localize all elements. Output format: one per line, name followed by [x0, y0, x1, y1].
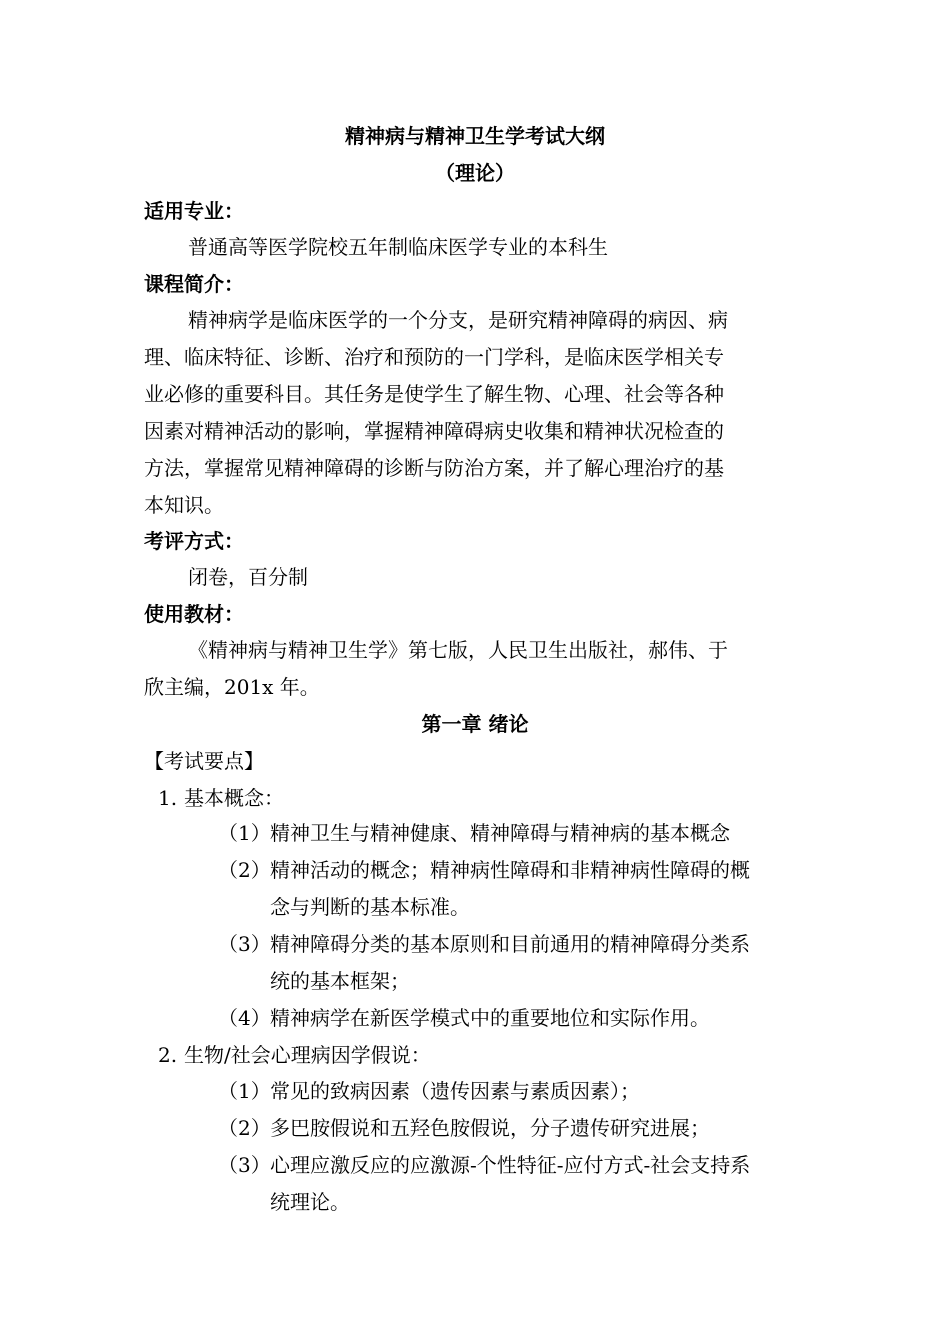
textbook-heading: 使用教材：: [144, 602, 244, 626]
sub-item-number: （3）: [218, 932, 271, 956]
section-label: 【考试要点】: [144, 749, 264, 773]
sub-item-number: （4）: [218, 1006, 271, 1030]
chapter-title: 第一章 绪论: [421, 712, 529, 736]
assessment-text: 闭卷，百分制: [188, 565, 308, 589]
sub-item-text: 念与判断的基本标准。: [270, 895, 470, 919]
sub-item-number: （2）: [218, 858, 271, 882]
intro-line: 方法，掌握常见精神障碍的诊断与防治方案，并了解心理治疗的基: [144, 456, 724, 480]
assessment-heading: 考评方式：: [144, 529, 244, 553]
sub-item-number: （1）: [218, 1079, 271, 1103]
sub-item-number: （2）: [218, 1116, 271, 1140]
major-text: 普通高等医学院校五年制临床医学专业的本科生: [188, 235, 608, 259]
sub-item-text: 精神障碍分类的基本原则和目前通用的精神障碍分类系: [270, 932, 750, 956]
sub-item-number: （3）: [218, 1153, 271, 1177]
sub-item-text: 统的基本框架；: [270, 969, 410, 993]
sub-item-text: 常见的致病因素（遗传因素与素质因素）；: [270, 1079, 640, 1103]
textbook-line: 欣主编，201x 年。: [144, 675, 320, 699]
textbook-line: 《精神病与精神卫生学》第七版，人民卫生出版社，郝伟、于: [188, 638, 728, 662]
sub-item-number: （1）: [218, 821, 271, 845]
document-subtitle: （理论）: [435, 161, 515, 185]
sub-item-text: 精神活动的概念；精神病性障碍和非精神病性障碍的概: [270, 858, 750, 882]
sub-item-text: 多巴胺假说和五羟色胺假说，分子遗传研究进展；: [270, 1116, 710, 1140]
sub-item-text: 心理应激反应的应激源-个性特征-应付方式-社会支持系: [270, 1153, 751, 1177]
intro-line: 理、临床特征、诊断、治疗和预防的一门学科，是临床医学相关专: [144, 345, 724, 369]
intro-heading: 课程简介：: [144, 272, 244, 296]
sub-item-text: 统理论。: [270, 1190, 350, 1214]
sub-item-text: 精神病学在新医学模式中的重要地位和实际作用。: [270, 1006, 710, 1030]
list-item-label: 基本概念：: [184, 786, 284, 810]
intro-line: 业必修的重要科目。其任务是使学生了解生物、心理、社会等各种: [144, 382, 724, 406]
list-item-number: 2.: [158, 1043, 178, 1067]
document-title: 精神病与精神卫生学考试大纲: [345, 124, 605, 148]
list-item-label: 生物/社会心理病因学假说：: [184, 1043, 431, 1067]
sub-item-text: 精神卫生与精神健康、精神障碍与精神病的基本概念: [270, 821, 730, 845]
intro-line: 本知识。: [144, 493, 224, 517]
intro-line: 精神病学是临床医学的一个分支，是研究精神障碍的病因、病: [188, 308, 728, 332]
major-heading: 适用专业：: [144, 199, 244, 223]
list-item-number: 1.: [158, 786, 178, 810]
intro-line: 因素对精神活动的影响，掌握精神障碍病史收集和精神状况检查的: [144, 419, 724, 443]
